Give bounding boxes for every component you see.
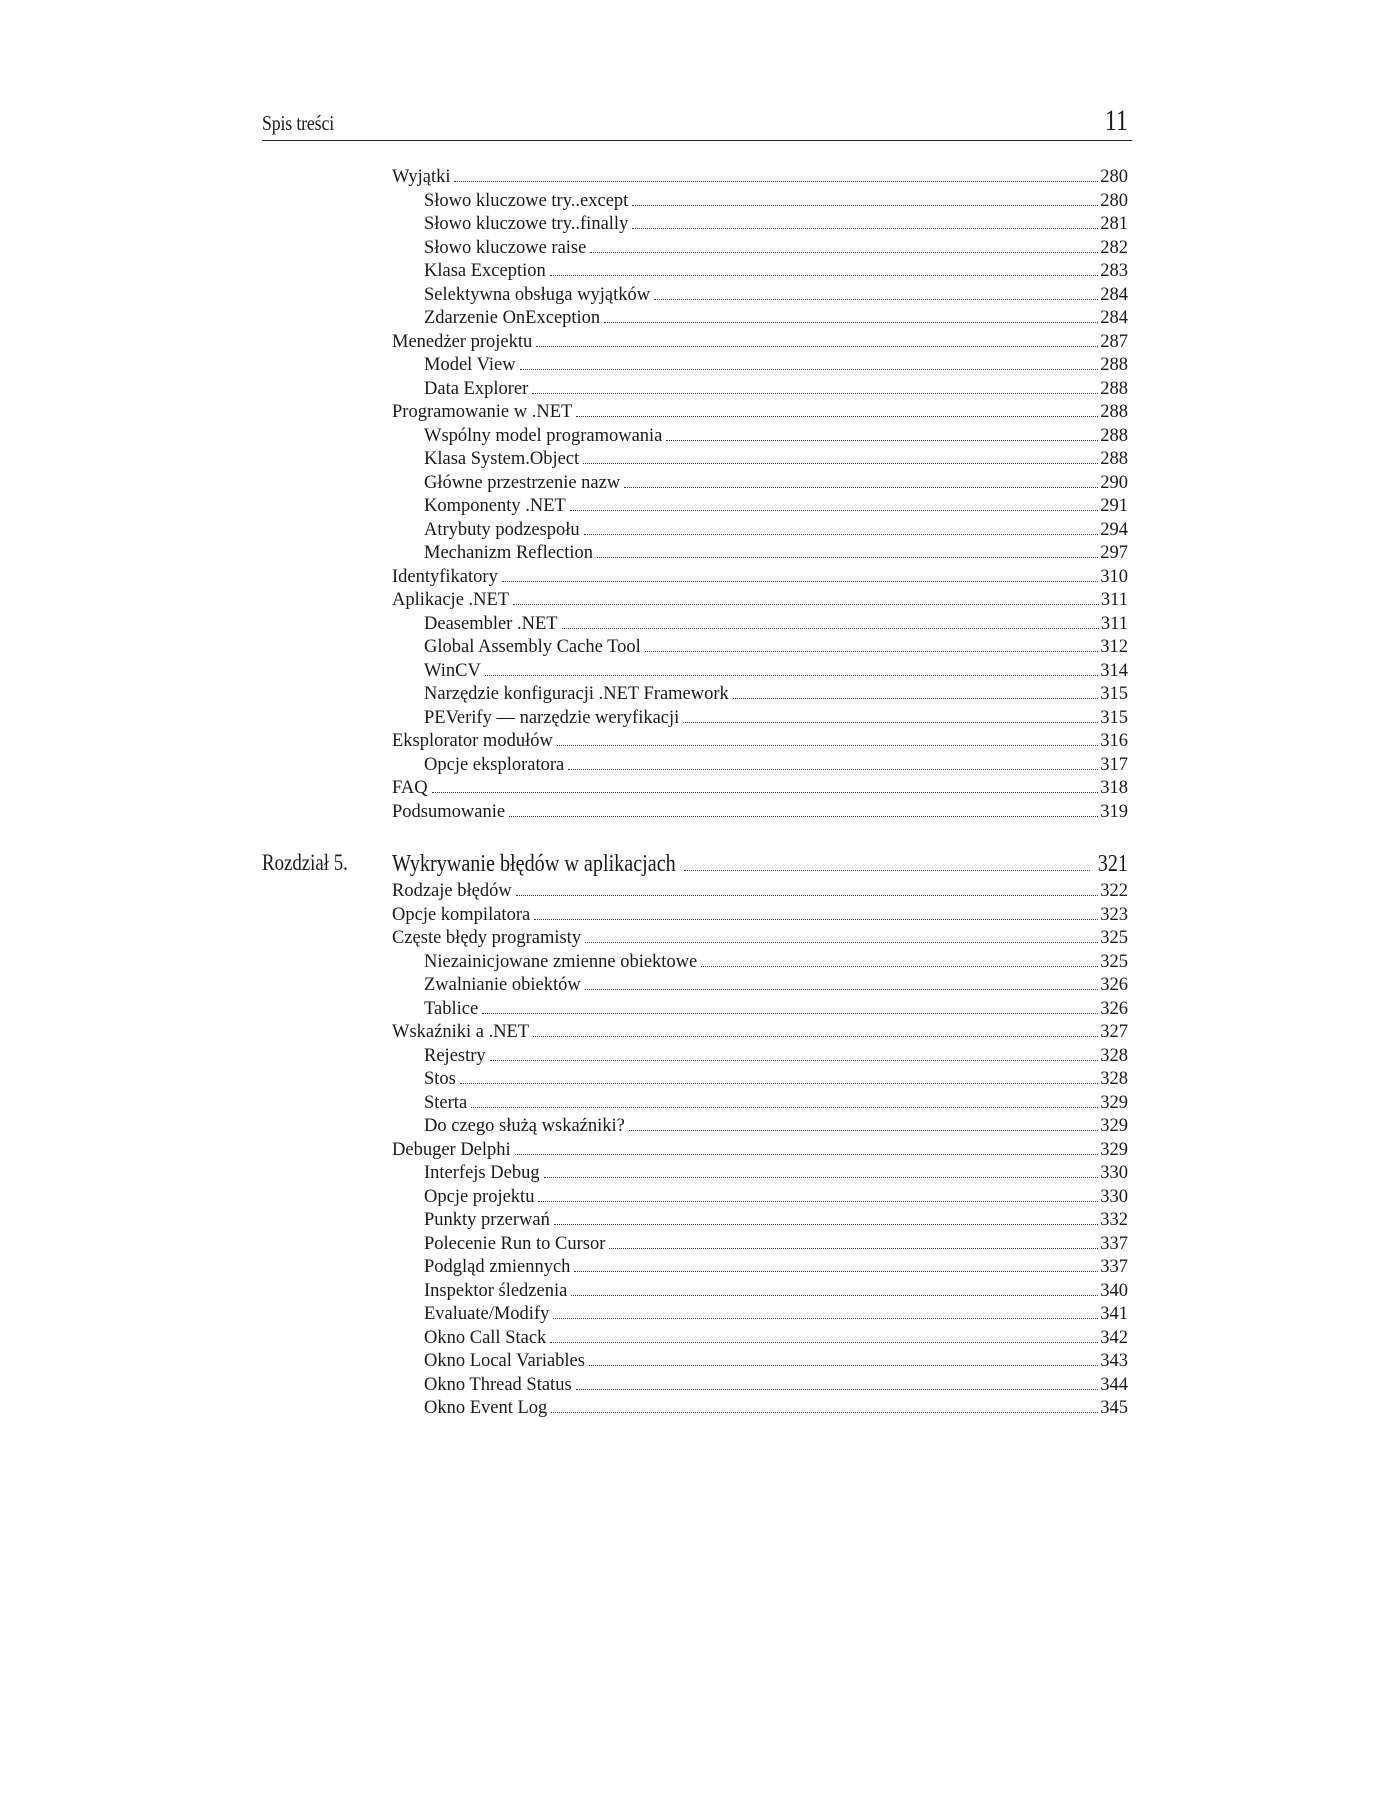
toc-entry-page: 315 — [1100, 684, 1128, 704]
toc-entry-page: 323 — [1100, 904, 1128, 925]
dot-leader — [632, 205, 1098, 206]
toc-entry — [392, 1162, 1128, 1186]
toc-entry-title: Wskaźniki a .NET — [392, 1022, 530, 1042]
toc-entry-page: 327 — [1100, 1022, 1128, 1042]
toc-entry-title: Rejestry — [424, 1045, 486, 1066]
toc-entry-title: Aplikacje .NET — [392, 590, 510, 610]
toc-entry-title: Słowo kluczowe raise — [424, 237, 587, 258]
dot-leader — [632, 228, 1098, 229]
toc-entry-title: Atrybuty podzespołu — [424, 519, 580, 540]
toc-entry-title: FAQ — [392, 778, 428, 798]
toc-entry-title: Podgląd zmiennych — [424, 1257, 571, 1277]
toc-entry-title: Zdarzenie OnException — [424, 308, 601, 328]
dot-leader — [585, 942, 1098, 943]
dot-leader — [683, 722, 1098, 723]
toc-entry-page: 329 — [1100, 1139, 1128, 1160]
toc-entry-page: 310 — [1100, 566, 1128, 587]
toc-entry-title: Menedżer projektu — [392, 331, 533, 352]
toc-entry — [392, 472, 1128, 496]
toc-entry-title: Okno Call Stack — [424, 1327, 547, 1348]
toc-entry-page: 343 — [1100, 1351, 1128, 1371]
toc-entry-page: 326 — [1100, 975, 1128, 995]
toc-list-part1 — [392, 166, 1128, 824]
toc-entry-page: 316 — [1100, 731, 1128, 751]
toc-entry-title: Opcje kompilatora — [392, 904, 531, 925]
toc-entry — [392, 566, 1128, 590]
dot-leader — [454, 181, 1098, 182]
toc-entry — [392, 951, 1128, 975]
toc-entry-page: 345 — [1100, 1398, 1128, 1418]
toc-entry-title: Data Explorer — [424, 378, 529, 399]
toc-entry-title: Klasa System.Object — [424, 449, 580, 469]
toc-entry-title: Częste błędy programisty — [392, 928, 582, 948]
dot-leader — [571, 1295, 1098, 1296]
dot-leader — [654, 299, 1098, 300]
toc-entry — [392, 166, 1128, 190]
toc-entry-page: 322 — [1100, 881, 1128, 901]
dot-leader — [562, 628, 1099, 629]
toc-entry-title: Mechanizm Reflection — [424, 543, 594, 563]
toc-entry-page: 282 — [1100, 237, 1128, 258]
toc-entry-title: Tablice — [424, 998, 479, 1019]
toc-entry — [392, 1397, 1128, 1421]
toc-entry — [392, 1280, 1128, 1304]
running-head-title: Spis treści — [262, 111, 335, 135]
toc-entry-page: 291 — [1100, 496, 1128, 516]
toc-entry-title: Opcje projektu — [424, 1186, 535, 1207]
toc-entry-title: Deasembler .NET — [424, 613, 558, 634]
toc-entry-page: 319 — [1100, 801, 1128, 822]
dot-leader — [589, 1365, 1098, 1366]
toc-entry-page: 329 — [1100, 1116, 1128, 1136]
toc-entry — [392, 401, 1128, 425]
dot-leader — [513, 604, 1099, 605]
toc-entry-page: 284 — [1100, 284, 1128, 305]
toc-entry — [392, 660, 1128, 684]
toc-entry — [392, 707, 1128, 731]
dot-leader — [576, 416, 1098, 417]
toc-entry — [392, 927, 1128, 951]
toc-entry-page: 342 — [1100, 1327, 1128, 1348]
toc-entry — [392, 307, 1128, 331]
dot-leader — [604, 322, 1098, 323]
toc-entry — [392, 1256, 1128, 1280]
toc-entry-title: Niezainicjowane zmienne obiektowe — [424, 951, 698, 972]
toc-entry — [392, 777, 1128, 801]
toc-entry-title: Klasa Exception — [424, 261, 546, 281]
toc-entry-title: Selektywna obsługa wyjątków — [424, 284, 651, 305]
dot-leader — [645, 651, 1099, 652]
dot-leader — [666, 440, 1098, 441]
toc-entry-title: Podsumowanie — [392, 801, 506, 822]
toc-entry-title: Global Assembly Cache Tool — [424, 637, 641, 657]
toc-entry-title: Sterta — [424, 1092, 468, 1113]
toc-entry — [392, 1374, 1128, 1398]
toc-entry-page: 329 — [1100, 1092, 1128, 1113]
dot-leader — [557, 745, 1098, 746]
toc-entry — [392, 1115, 1128, 1139]
toc-entry — [392, 1350, 1128, 1374]
toc-entry-page: 284 — [1100, 308, 1128, 328]
toc-entry-page: 281 — [1100, 214, 1128, 234]
dot-leader — [585, 989, 1099, 990]
toc-entry-page: 317 — [1100, 754, 1128, 775]
toc-entry — [392, 448, 1128, 472]
toc-entry-title: Punkty przerwań — [424, 1210, 550, 1230]
toc-entry-title: Eksplorator modułów — [392, 731, 553, 751]
toc-entry-title: Narzędzie konfiguracji .NET Framework — [424, 684, 729, 704]
toc-entry-page: 297 — [1100, 543, 1128, 563]
toc-entry — [392, 880, 1128, 904]
toc-entry-title: Okno Thread Status — [424, 1374, 572, 1395]
toc-entry — [392, 730, 1128, 754]
dot-leader — [629, 1130, 1098, 1131]
toc-entry-page: 280 — [1100, 190, 1128, 211]
toc-entry-page: 330 — [1100, 1186, 1128, 1207]
dot-leader — [554, 1224, 1098, 1225]
toc-entry — [392, 1139, 1128, 1163]
chapter-page: 321 — [1097, 851, 1128, 877]
dot-leader — [538, 1201, 1098, 1202]
dot-leader — [550, 1342, 1098, 1343]
toc-entry-page: 325 — [1100, 951, 1128, 972]
dot-leader — [460, 1083, 1098, 1084]
toc-entry-title: Słowo kluczowe try..except — [424, 190, 629, 211]
toc-entry-page: 337 — [1100, 1257, 1128, 1277]
toc-entry-page: 288 — [1100, 449, 1128, 469]
toc-entry — [392, 904, 1128, 928]
toc-entry — [392, 1303, 1128, 1327]
toc-entry — [392, 998, 1128, 1022]
toc-entry-page: 290 — [1100, 472, 1128, 493]
toc-entry-page: 330 — [1100, 1163, 1128, 1183]
toc-entry — [392, 1045, 1128, 1069]
toc-entry — [392, 425, 1128, 449]
dot-leader — [597, 557, 1098, 558]
toc-entry-page: 288 — [1100, 355, 1128, 375]
toc-entry — [392, 636, 1128, 660]
toc-entry-page: 315 — [1100, 707, 1128, 728]
toc-entry — [392, 190, 1128, 214]
toc-entry — [392, 378, 1128, 402]
dot-leader — [533, 1036, 1098, 1037]
dot-leader — [509, 816, 1098, 817]
toc-entry-title: Identyfikatory — [392, 566, 498, 587]
toc-entry — [392, 1092, 1128, 1116]
toc-entry-title: Okno Local Variables — [424, 1351, 585, 1371]
toc-entry-title: Interfejs Debug — [424, 1163, 540, 1183]
dot-leader — [516, 895, 1099, 896]
toc-entry — [392, 331, 1128, 355]
toc-entry — [392, 754, 1128, 778]
toc-entry-page: 288 — [1100, 425, 1128, 446]
toc-entry-page: 326 — [1100, 998, 1128, 1019]
toc-entry-title: WinCV — [424, 660, 481, 681]
toc-entry — [392, 683, 1128, 707]
toc-entry-title: PEVerify — narzędzie weryfikacji — [424, 707, 680, 728]
toc-entry-page: 337 — [1100, 1233, 1128, 1254]
toc-entry-page: 318 — [1100, 778, 1128, 798]
toc-entry-title: Debuger Delphi — [392, 1139, 511, 1160]
dot-leader — [733, 698, 1098, 699]
dot-leader — [584, 534, 1099, 535]
dot-leader — [490, 1060, 1099, 1061]
dot-leader — [551, 1412, 1098, 1413]
toc-entry-title: Główne przestrzenie nazw — [424, 472, 621, 493]
toc-entry-page: 344 — [1100, 1374, 1128, 1395]
toc-entry — [392, 495, 1128, 519]
toc-entry-page: 283 — [1100, 261, 1128, 281]
dot-leader — [570, 510, 1098, 511]
dot-leader — [568, 769, 1098, 770]
toc-entry — [392, 1209, 1128, 1233]
dot-leader — [590, 252, 1098, 253]
toc-entry-title: Programowanie w .NET — [392, 402, 573, 422]
toc-entry-title: Stos — [424, 1069, 456, 1089]
toc-entry — [392, 519, 1128, 543]
dot-leader — [583, 463, 1098, 464]
dot-leader — [550, 275, 1099, 276]
toc-entry-page: 328 — [1100, 1045, 1128, 1066]
toc-entry — [392, 801, 1128, 825]
toc-entry-page: 332 — [1100, 1210, 1128, 1230]
dot-leader — [684, 870, 1090, 871]
toc-entry-page: 314 — [1100, 660, 1128, 681]
chapter-title-row — [392, 851, 1128, 878]
toc-entry-page: 325 — [1100, 928, 1128, 948]
dot-leader — [624, 487, 1098, 488]
dot-leader — [520, 369, 1099, 370]
dot-leader — [544, 1177, 1099, 1178]
dot-leader — [515, 1154, 1099, 1155]
dot-leader — [485, 675, 1098, 676]
toc-list-part2 — [392, 880, 1128, 1421]
toc-entry-title: Komponenty .NET — [424, 496, 566, 516]
dot-leader — [432, 792, 1099, 793]
toc-entry — [392, 1327, 1128, 1351]
toc-entry-title: Wspólny model programowania — [424, 425, 663, 446]
toc-entry-title: Słowo kluczowe try..finally — [424, 214, 629, 234]
page-number: 11 — [1104, 104, 1128, 137]
toc-entry — [392, 354, 1128, 378]
toc-entry-page: 288 — [1100, 378, 1128, 399]
dot-leader — [609, 1248, 1098, 1249]
toc-entry — [392, 284, 1128, 308]
toc-entry — [392, 589, 1128, 613]
toc-entry — [392, 1021, 1128, 1045]
toc-entry — [392, 237, 1128, 261]
dot-leader — [553, 1318, 1098, 1319]
toc-entry-title: Rodzaje błędów — [392, 881, 512, 901]
toc-entry-title: Inspektor śledzenia — [424, 1280, 568, 1301]
dot-leader — [532, 393, 1098, 394]
toc-entry-title: Zwalnianie obiektów — [424, 975, 581, 995]
dot-leader — [502, 581, 1098, 582]
toc-entry-title: Polecenie Run to Cursor — [424, 1233, 606, 1254]
dot-leader — [534, 919, 1098, 920]
running-head — [262, 100, 1132, 141]
toc-entry-page: 341 — [1100, 1304, 1128, 1324]
toc-entry-page: 294 — [1100, 519, 1128, 540]
toc-entry — [392, 213, 1128, 237]
toc-entry-title: Do czego służą wskaźniki? — [424, 1116, 625, 1136]
toc-entry-page: 311 — [1100, 590, 1128, 610]
dot-leader — [536, 346, 1098, 347]
toc-entry — [392, 260, 1128, 284]
toc-entry — [392, 974, 1128, 998]
chapter-title: Wykrywanie błędów w aplikacjach — [392, 851, 676, 877]
dot-leader — [576, 1389, 1099, 1390]
toc-entry — [392, 542, 1128, 566]
dot-leader — [482, 1013, 1098, 1014]
toc-entry-title: Okno Event Log — [424, 1398, 548, 1418]
chapter-label: Rozdział 5. — [262, 850, 348, 875]
chapter-heading — [262, 848, 1128, 878]
toc-entry — [392, 613, 1128, 637]
toc-entry — [392, 1186, 1128, 1210]
toc-entry-title: Evaluate/Modify — [424, 1304, 550, 1324]
toc-entry-title: Model View — [424, 355, 516, 375]
dot-leader — [471, 1107, 1098, 1108]
dot-leader — [574, 1271, 1098, 1272]
toc-entry — [392, 1068, 1128, 1092]
toc-entry-title: Wyjątki — [392, 167, 451, 187]
toc-entry-page: 340 — [1100, 1280, 1128, 1301]
toc-entry-page: 288 — [1100, 402, 1128, 422]
toc-entry-title: Opcje eksploratora — [424, 754, 565, 775]
toc-entry-page: 312 — [1100, 637, 1128, 657]
dot-leader — [701, 966, 1098, 967]
toc-entry-page: 328 — [1100, 1069, 1128, 1089]
toc-entry — [392, 1233, 1128, 1257]
toc-entry-page: 311 — [1100, 613, 1128, 634]
toc-entry-page: 280 — [1100, 167, 1128, 187]
toc-entry-page: 287 — [1100, 331, 1128, 352]
